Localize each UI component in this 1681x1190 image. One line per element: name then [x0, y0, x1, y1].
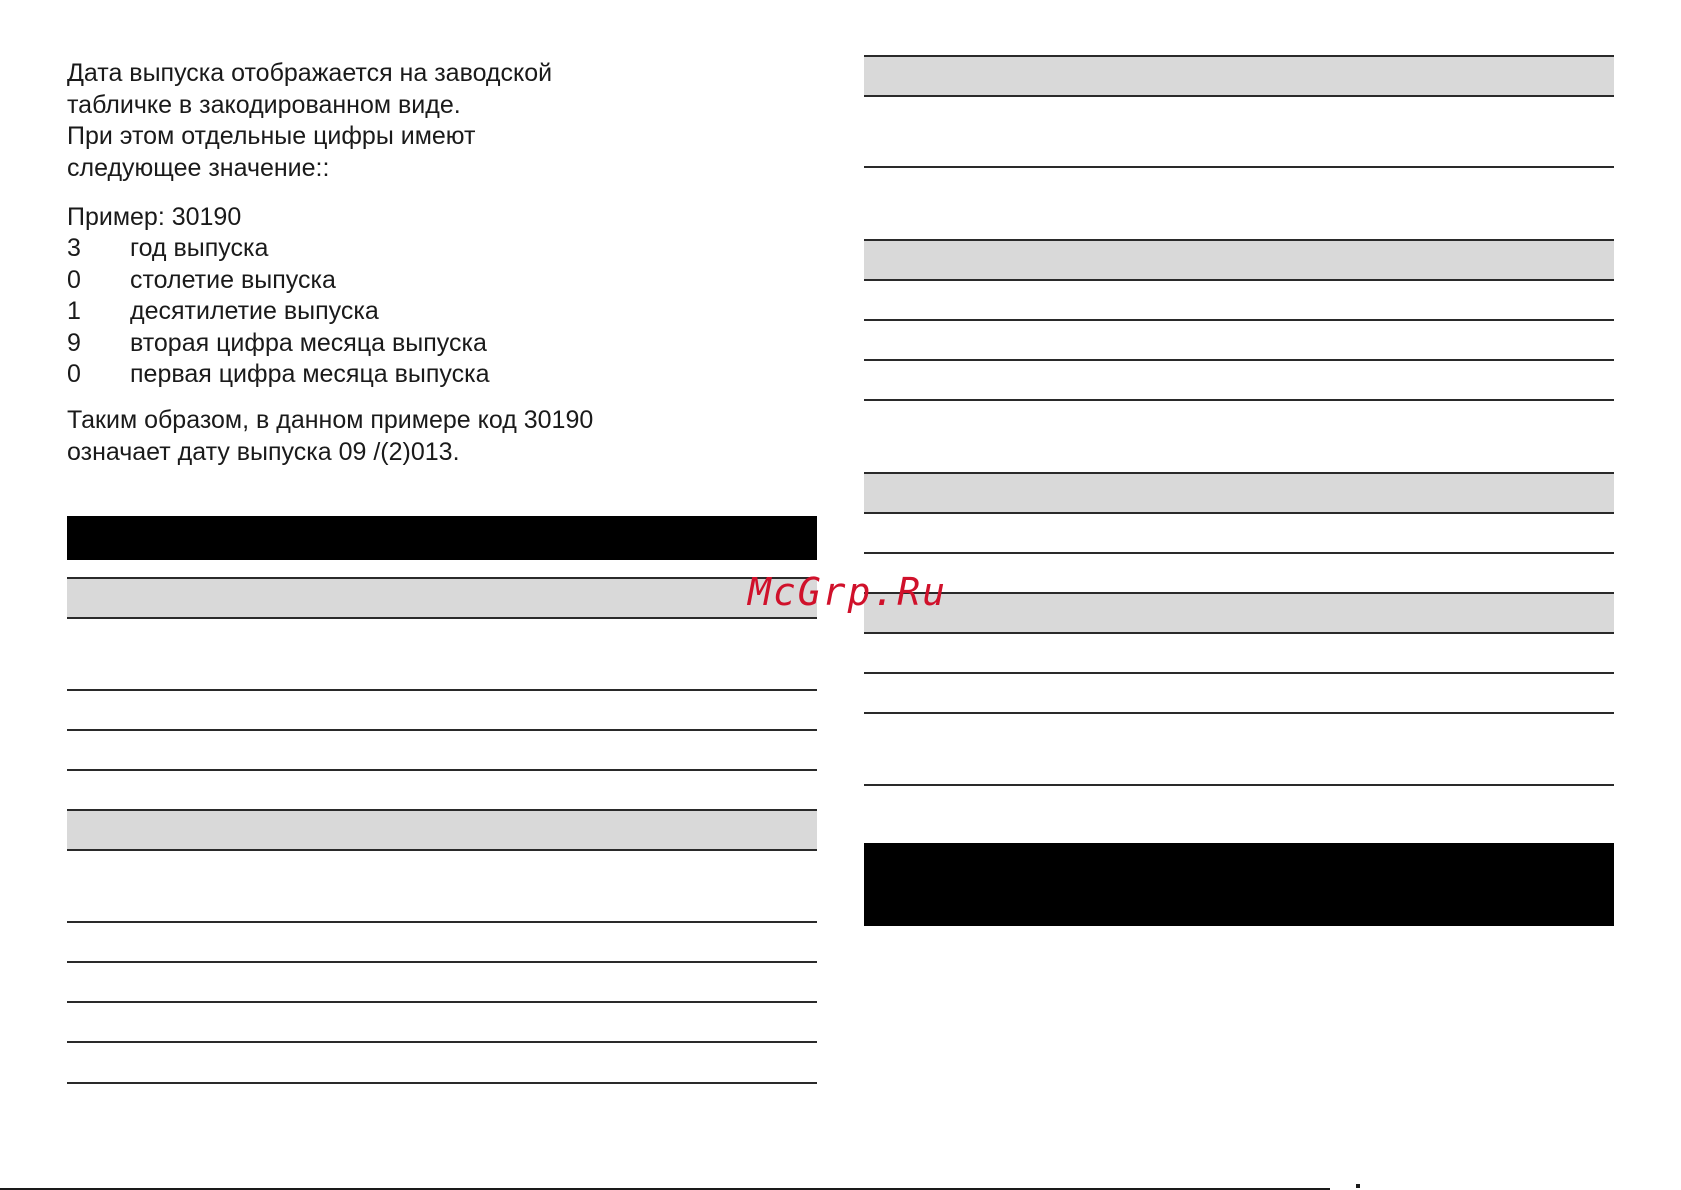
- table-rule: [864, 319, 1614, 321]
- table-rule: [864, 784, 1614, 786]
- code-row: [67, 328, 487, 360]
- table-rule: [864, 672, 1614, 674]
- code-digit: 1: [67, 297, 81, 325]
- code-meaning: столетие выпуска: [130, 266, 336, 294]
- intro-paragraph: [67, 58, 552, 184]
- table-rule: [864, 239, 1614, 241]
- footer-black-block: [864, 843, 1614, 926]
- code-meaning: первая цифра месяца выпуска: [130, 360, 490, 388]
- table-rule: [864, 55, 1614, 57]
- intro-line: следующее значение::: [67, 153, 330, 182]
- table-rule: [864, 279, 1614, 281]
- table-header-band: [864, 240, 1614, 280]
- table-rule: [864, 95, 1614, 97]
- table-header-band: [67, 578, 817, 618]
- code-meaning: вторая цифра месяца выпуска: [130, 329, 487, 357]
- table-rule: [67, 689, 817, 691]
- code-digit: 9: [67, 329, 81, 357]
- table-rule: [67, 849, 817, 851]
- conclusion-line: Таким образом, в данном примере код 30190: [67, 406, 594, 434]
- code-digit: 0: [67, 266, 81, 294]
- table-rule: [67, 961, 817, 963]
- code-row: [67, 233, 268, 265]
- section-header-bar: [67, 516, 817, 560]
- table-rule: [67, 729, 817, 731]
- site-watermark: McGrp.Ru: [748, 570, 948, 614]
- intro-line: При этом отдельные цифры имеют: [67, 122, 476, 150]
- table-rule: [67, 1041, 817, 1043]
- table-rule: [864, 166, 1614, 168]
- table-rule: [864, 592, 1614, 594]
- table-header-band: [864, 56, 1614, 96]
- table-rule: [67, 769, 817, 771]
- table-header-band: [864, 593, 1614, 633]
- table-rule: [864, 712, 1614, 714]
- table-header-band: [864, 473, 1614, 513]
- code-digit: 0: [67, 360, 81, 388]
- code-meaning: год выпуска: [130, 234, 269, 262]
- table-rule: [864, 632, 1614, 634]
- table-rule: [67, 1001, 817, 1003]
- code-meaning: десятилетие выпуска: [130, 297, 379, 325]
- conclusion-paragraph: [67, 405, 593, 468]
- table-header-band: [67, 810, 817, 850]
- table-rule: [864, 552, 1614, 554]
- code-row: [67, 296, 379, 328]
- code-row: [67, 265, 336, 297]
- table-rule: [67, 1082, 817, 1084]
- table-rule: [864, 359, 1614, 361]
- example-label: Пример: 30190: [67, 203, 242, 231]
- table-rule: [864, 512, 1614, 514]
- page-corner-mark: [1356, 1184, 1360, 1188]
- table-rule: [67, 577, 817, 579]
- conclusion-line: означает дату выпуска 09 /(2)013.: [67, 437, 460, 466]
- code-digit: 3: [67, 234, 81, 262]
- table-rule: [67, 809, 817, 811]
- code-row: [67, 359, 490, 391]
- intro-line: Дата выпуска отображается на заводской: [67, 59, 553, 87]
- table-rule: [67, 921, 817, 923]
- table-rule: [67, 617, 817, 619]
- intro-line: табличке в закодированном виде.: [67, 90, 461, 119]
- table-rule: [864, 472, 1614, 474]
- table-rule: [864, 399, 1614, 401]
